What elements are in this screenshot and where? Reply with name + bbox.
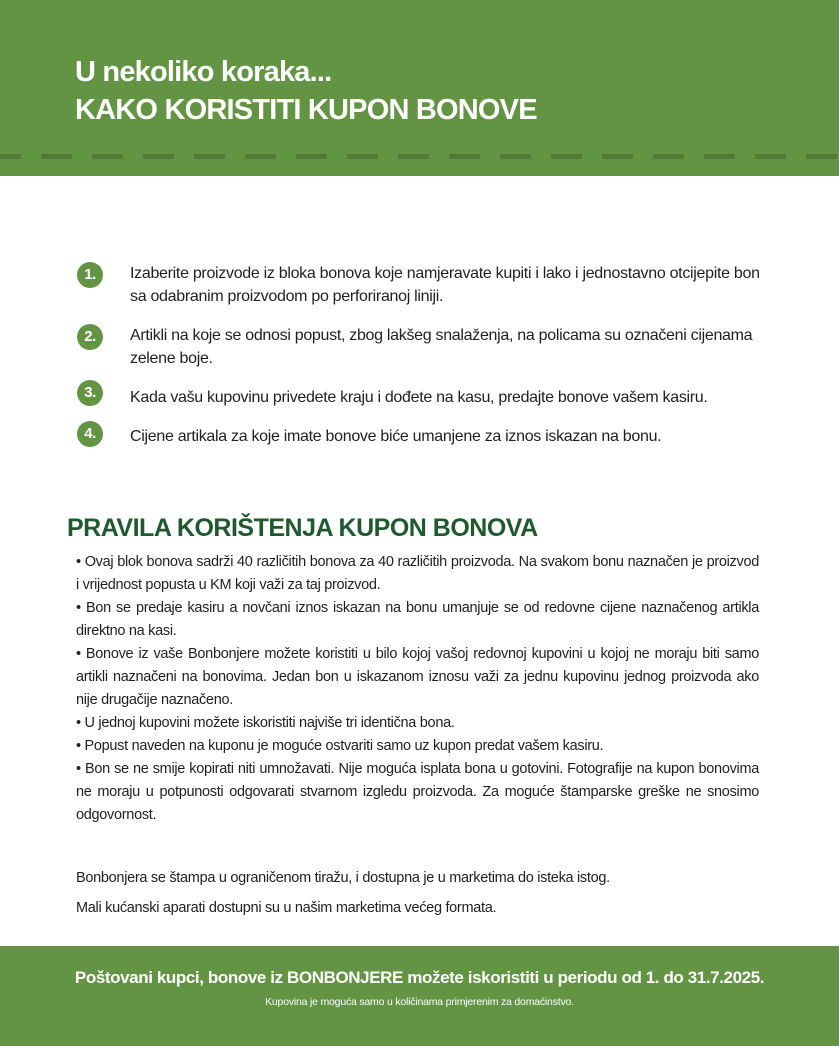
step-number-badge: 4. <box>77 421 103 447</box>
footer-validity-text: Poštovani kupci, bonove iz BONBONJERE možete iskoristiti u periodu od 1. do 31.7.2025. <box>74 968 765 987</box>
header-banner <box>0 0 839 176</box>
step-text: Kada vašu kupovinu privedete kraju i dođete na kasu, predajte bonove vašem kasiru. <box>130 389 708 406</box>
rule-item: • Ovaj blok bonova sadrži 40 različitih bonova za 40 različitih proizvoda. Na svakom bonu naznačen je proizvod i vrijednost popusta u KM koji važi za taj proizvod. <box>76 554 759 593</box>
note-text: Bonbonjera se štampa u ograničenom tiražu, i dostupna je u marketima do isteka istog. <box>76 870 610 886</box>
step-number-badge: 1. <box>77 262 103 288</box>
footer-banner <box>0 946 839 1046</box>
header-subtitle: U nekoliko koraka... <box>75 56 332 88</box>
step-number-badge: 3. <box>77 380 103 406</box>
perforation-line <box>0 154 839 159</box>
step-number-badge: 2. <box>77 324 103 350</box>
step-text: Artikli na koje se odnosi popust, zbog lakšeg snalaženja, na policama su označeni cijenama zelene boje. <box>130 327 753 367</box>
footer-disclaimer: Kupovina je moguća samo u količinama primjerenim za domaćinstvo. <box>265 996 574 1008</box>
rules-title: PRAVILA KORIŠTENJA KUPON BONOVA <box>67 514 538 542</box>
step-text: Izaberite proizvode iz bloka bonova koje namjeravate kupiti i lako i jednostavno otcijepite bon sa odabranim proizvodom po perforiranoj liniji. <box>130 265 760 305</box>
rule-item: • Bon se predaje kasiru a novčani iznos iskazan na bonu umanjuje se od redovne cijene naznačenog artikla direktno na kasi. <box>76 600 759 639</box>
rule-item: • Bonove iz vaše Bonbonjere možete koristiti u bilo kojoj vašoj redovnoj kupovini u kojoj ne moraju biti samo artikli naznačeni na bonovima. Jedan bon u iskazanom iznosu važi za jednu kupovinu jednog proizvoda ako nije drugačije naznačeno. <box>76 646 759 708</box>
notes <box>76 867 776 927</box>
note-text: Mali kućanski aparati dostupni su u našim marketima većeg formata. <box>76 900 497 916</box>
rule-item: • Bon se ne smije kopirati niti umnožavati. Nije moguća isplata bona u gotovini. Fotografije na kupon bonovima ne moraju u potpunosti odgovarati stvarnom izgledu proizvoda. Za moguće štamparske greške ne snosimo odgovornost. <box>76 761 759 823</box>
step-text: Cijene artikala za koje imate bonove biće umanjene za iznos iskazan na bonu. <box>130 428 662 445</box>
rule-item: • U jednoj kupovini možete iskoristiti najviše tri identična bona. <box>76 715 455 731</box>
rule-item: • Popust naveden na kuponu je moguće ostvariti samo uz kupon predat vašem kasiru. <box>76 738 604 754</box>
rules-list <box>76 551 759 827</box>
header-title: KAKO KORISTITI KUPON BONOVE <box>75 94 537 126</box>
